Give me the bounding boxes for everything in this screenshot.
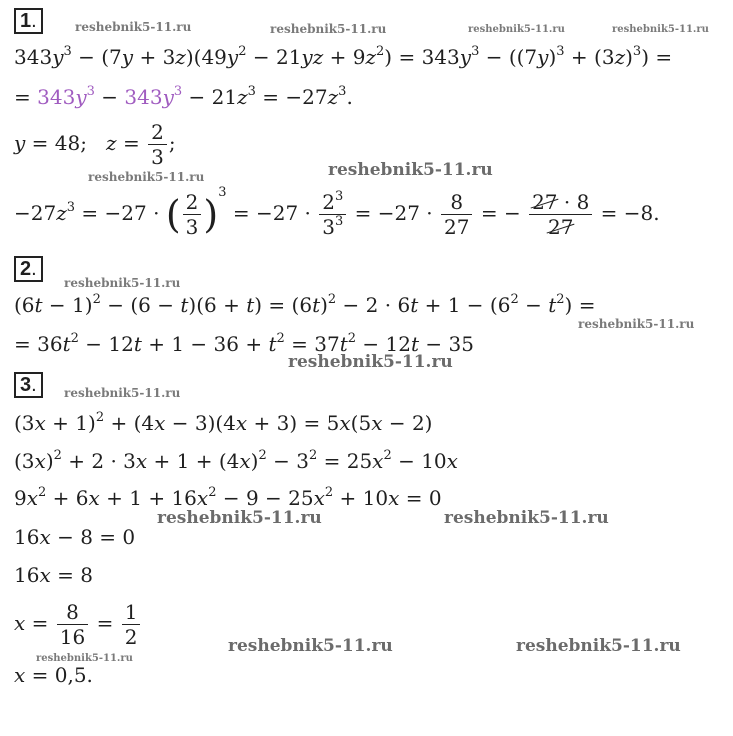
problem-3-line-3: $9x^2 + 6x + 1 + 16x^2 - 9 - 25x^2 + 10x = 0$ (14, 485, 442, 510)
problem-3-line-1: $(3x + 1)^2 + (4x - 3)(4x + 3) = 5x(5x - 2)$ (14, 410, 433, 435)
problem-3-line-7: x = 0,5. (14, 663, 93, 687)
watermark: reshebnik5-11.ru (157, 508, 322, 528)
watermark: reshebnik5-11.ru (516, 636, 681, 656)
problem-1-line-2: = $343y^3 - 343y^3 - 21z^3 = -27z^3$. (14, 84, 353, 109)
problem-1-number-box: 1. (14, 8, 43, 34)
watermark: reshebnik5-11.ru (578, 317, 695, 331)
problem-2-line-1: $(6t - 1)^2 - (6 - t)(6 + t) = (6t)^2 - 2 \cdot 6t + 1 - (6^2 - t^2)$ = (14, 292, 596, 317)
watermark: reshebnik5-11.ru (328, 160, 493, 180)
watermark: reshebnik5-11.ru (228, 636, 393, 656)
problem-3-line-6: x = $\frac{8}{16}$ = $\frac{1}{2}$ (14, 600, 142, 649)
watermark: reshebnik5-11.ru (444, 508, 609, 528)
watermark: reshebnik5-11.ru (36, 653, 133, 664)
watermark: reshebnik5-11.ru (612, 24, 709, 35)
watermark: reshebnik5-11.ru (468, 24, 565, 35)
problem-1-line-4: $-27z^3 = -27$ · ( $\frac{2}{3}$ )$^3$ = −27 · $\frac{2^3}{3^3}$ = −27 · $\frac{8}{27}$ = − $\frac{27 \cdot 8}{27}$ = −8. (14, 185, 660, 239)
problem-3-line-2: $(3x)^2 + 2 \cdot 3x + 1 + (4x)^2 - 3^2 = 25x^2 - 10x$ (14, 448, 458, 473)
problem-1-line-3: y = 48; z = $\frac{2}{3}$ ; (14, 120, 176, 169)
watermark: reshebnik5-11.ru (64, 386, 181, 400)
problem-1-line-1: $343y^3 - (7y + 3z)(49y^2 - 21yz + 9z^2) = 343y^3 - ((7y)^3 + (3z)^3)$ = (14, 44, 673, 69)
watermark: reshebnik5-11.ru (88, 170, 205, 184)
problem-2-line-2: = $36t^2 - 12t + 1 - 36 + t^2 = 37t^2 - 12t - 35$ (14, 331, 474, 356)
watermark: reshebnik5-11.ru (288, 352, 453, 372)
watermark: reshebnik5-11.ru (64, 276, 181, 290)
cancelled-term-2: $343y^3$ (124, 84, 183, 109)
watermark: reshebnik5-11.ru (75, 20, 192, 34)
problem-3-number-box: 3. (14, 372, 43, 398)
problem-3-line-5: 16x = 8 (14, 563, 93, 587)
cancelled-term-1: $343y^3$ (37, 84, 95, 109)
fraction-2-3: $\frac{2}{3}$ (148, 120, 167, 169)
problem-2-number-box: 2. (14, 256, 43, 282)
watermark: reshebnik5-11.ru (270, 22, 387, 36)
problem-3-line-4: 16x − 8 = 0 (14, 525, 136, 549)
